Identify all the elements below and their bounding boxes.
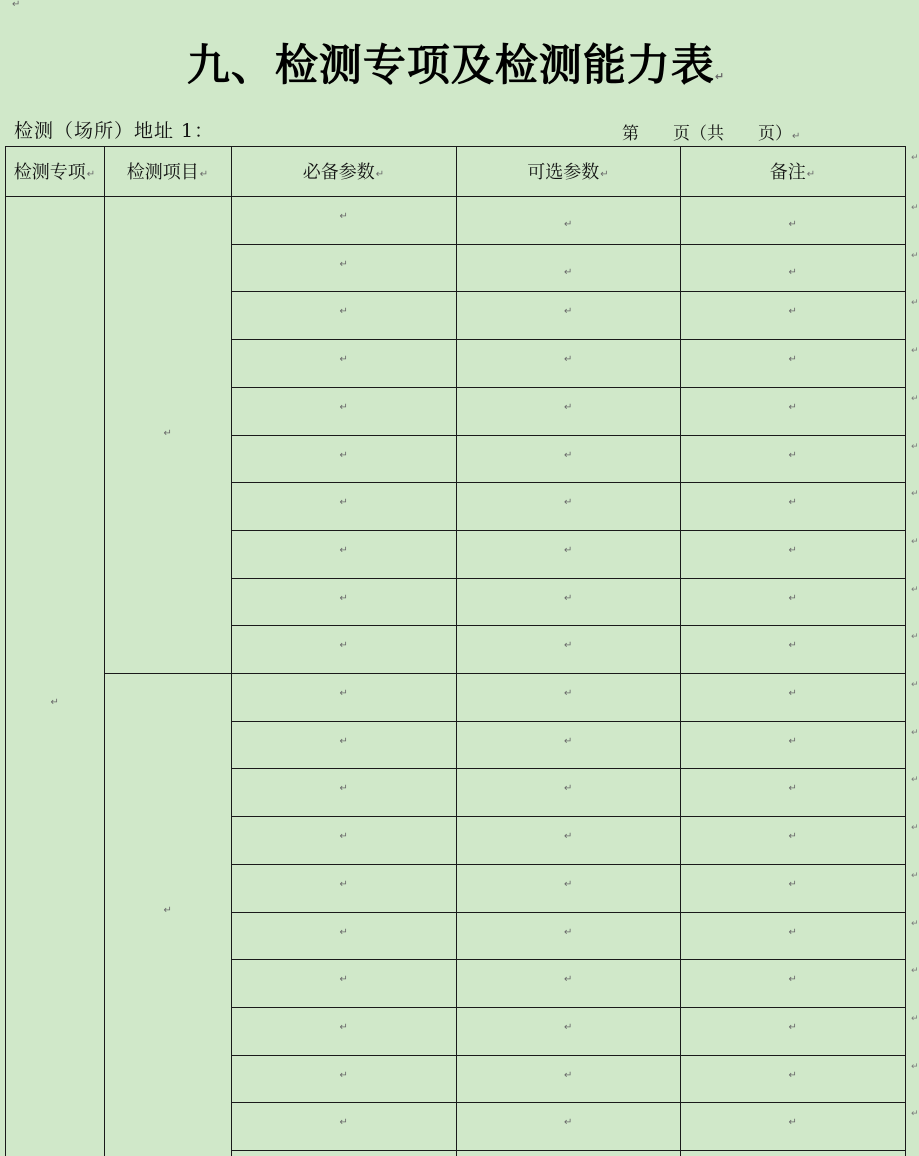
row-end-mark: ↵ [911, 919, 919, 929]
cell-paragraph-mark: ↵ [788, 1117, 797, 1128]
cell-paragraph-mark: ↵ [339, 354, 348, 365]
cell-paragraph-mark: ↵ [788, 402, 797, 413]
cell-paragraph-mark: ↵ [564, 497, 573, 508]
row-border [231, 959, 906, 960]
cell-paragraph-mark: ↵ [50, 697, 59, 708]
row-border [231, 578, 906, 579]
cell-paragraph-mark: ↵ [339, 306, 348, 317]
row-border [231, 816, 906, 817]
row-border [231, 435, 906, 436]
cell-paragraph-mark: ↵ [788, 1022, 797, 1033]
page-indicator [622, 119, 800, 144]
cell-paragraph-mark: ↵ [564, 927, 573, 938]
table-column-border [456, 146, 457, 1156]
cell-paragraph-mark: ↵ [788, 831, 797, 842]
cell-paragraph-mark: ↵ [339, 402, 348, 413]
row-end-mark: ↵ [911, 537, 919, 547]
row-end-mark: ↵ [911, 298, 919, 308]
row-border [231, 625, 906, 626]
row-border [231, 291, 906, 292]
row-border [231, 864, 906, 865]
cell-paragraph-mark: ↵ [564, 1022, 573, 1033]
cell-paragraph-mark: ↵ [788, 450, 797, 461]
table-column-border [104, 146, 105, 1156]
cell-paragraph-mark: ↵ [564, 688, 573, 699]
row-end-mark: ↵ [911, 632, 919, 642]
page-indicator-text: 第 页（共 页） [622, 124, 792, 144]
group-border [104, 673, 906, 674]
address-label: 检测（场所）地址 1： [14, 120, 215, 142]
cell-paragraph-mark: ↵ [564, 831, 573, 842]
row-end-mark: ↵ [911, 871, 919, 881]
table-header-border [5, 196, 906, 197]
capability-table [5, 146, 919, 1156]
cell-paragraph-mark: ↵ [564, 450, 573, 461]
row-border [231, 387, 906, 388]
table-column-border [905, 146, 906, 1156]
row-border [231, 530, 906, 531]
row-border [231, 1150, 906, 1151]
row-end-mark: ↵ [911, 251, 919, 261]
cell-paragraph-mark: ↵ [564, 1117, 573, 1128]
title-text: 九、检测专项及检测能力表 [186, 41, 715, 91]
row-border [231, 912, 906, 913]
cell-paragraph-mark: ↵ [564, 267, 573, 278]
row-border [231, 339, 906, 340]
cell-paragraph-mark: ↵ [788, 306, 797, 317]
cell-paragraph-mark: ↵ [788, 1070, 797, 1081]
column-header-label: 备注 [769, 162, 806, 183]
column-header [104, 146, 231, 196]
row-end-mark: ↵ [911, 346, 919, 356]
row-border [231, 721, 906, 722]
cell-paragraph-mark: ↵ [788, 354, 797, 365]
paragraph-mark: ↵ [600, 169, 609, 180]
cell-paragraph-mark: ↵ [564, 545, 573, 556]
row-border [231, 768, 906, 769]
paragraph-mark: ↵ [375, 169, 385, 180]
document-title [0, 32, 912, 93]
row-border [231, 1007, 906, 1008]
row-end-mark: ↵ [911, 775, 919, 785]
cell-paragraph-mark: ↵ [564, 640, 573, 651]
cell-paragraph-mark: ↵ [788, 219, 797, 230]
row-end-mark: ↵ [911, 680, 919, 690]
paragraph-mark: ↵ [806, 169, 816, 180]
cell-paragraph-mark: ↵ [564, 402, 573, 413]
row-border [231, 1102, 906, 1103]
cell-paragraph-mark: ↵ [564, 879, 573, 890]
cell-paragraph-mark: ↵ [788, 688, 797, 699]
cell-paragraph-mark: ↵ [564, 974, 573, 985]
table-column-border [231, 146, 232, 1156]
cell-paragraph-mark: ↵ [339, 688, 348, 699]
cell-paragraph-mark: ↵ [564, 783, 573, 794]
paragraph-mark: ↵ [86, 169, 96, 180]
cell-paragraph-mark: ↵ [339, 450, 348, 461]
row-end-mark: ↵ [911, 585, 919, 595]
cell-paragraph-mark: ↵ [788, 545, 797, 556]
row-end-mark: ↵ [911, 728, 919, 738]
cell-paragraph-mark: ↵ [788, 640, 797, 651]
column-header [231, 146, 456, 196]
column-header-label: 检测专项 [13, 162, 86, 183]
cell-paragraph-mark: ↵ [564, 736, 573, 747]
row-end-mark: ↵ [911, 442, 919, 452]
cell-paragraph-mark: ↵ [564, 354, 573, 365]
row-end-mark: ↵ [911, 153, 919, 163]
cell-paragraph-mark: ↵ [339, 211, 348, 222]
row-end-mark: ↵ [911, 1062, 919, 1072]
column-header-label: 可选参数 [527, 162, 600, 183]
table-column-border [680, 146, 681, 1156]
column-header-label: 必备参数 [302, 162, 375, 183]
paragraph-mark: ↵ [792, 131, 801, 142]
row-end-mark: ↵ [911, 1109, 919, 1119]
row-end-mark: ↵ [911, 966, 919, 976]
cell-paragraph-mark: ↵ [339, 259, 348, 270]
cell-paragraph-mark: ↵ [788, 736, 797, 747]
row-end-mark: ↵ [911, 489, 919, 499]
cell-paragraph-mark: ↵ [163, 905, 172, 916]
cell-paragraph-mark: ↵ [339, 593, 348, 604]
cell-paragraph-mark: ↵ [339, 1070, 348, 1081]
cell-paragraph-mark: ↵ [339, 1022, 348, 1033]
cell-paragraph-mark: ↵ [339, 497, 348, 508]
row-border [231, 482, 906, 483]
row-end-mark: ↵ [911, 823, 919, 833]
paragraph-mark: ↵ [199, 169, 209, 180]
column-header-label: 检测项目 [126, 162, 199, 183]
table-column-border [5, 146, 6, 1156]
row-end-mark: ↵ [911, 203, 919, 213]
cell-paragraph-mark: ↵ [339, 545, 348, 556]
cell-paragraph-mark: ↵ [788, 927, 797, 938]
cell-paragraph-mark: ↵ [788, 783, 797, 794]
cell-paragraph-mark: ↵ [788, 593, 797, 604]
cell-paragraph-mark: ↵ [163, 428, 172, 439]
cell-paragraph-mark: ↵ [564, 306, 573, 317]
cell-paragraph-mark: ↵ [339, 640, 348, 651]
cell-paragraph-mark: ↵ [339, 879, 348, 890]
row-border [231, 1055, 906, 1056]
row-end-mark: ↵ [911, 1014, 919, 1024]
row-end-mark: ↵ [911, 394, 919, 404]
cell-paragraph-mark: ↵ [788, 879, 797, 890]
cell-paragraph-mark: ↵ [564, 1070, 573, 1081]
cell-paragraph-mark: ↵ [564, 593, 573, 604]
cell-paragraph-mark: ↵ [339, 927, 348, 938]
cell-paragraph-mark: ↵ [339, 1117, 348, 1128]
row-border [231, 244, 906, 245]
cell-paragraph-mark: ↵ [788, 497, 797, 508]
cell-paragraph-mark: ↵ [339, 974, 348, 985]
cell-paragraph-mark: ↵ [339, 831, 348, 842]
column-header [680, 146, 905, 196]
cell-paragraph-mark: ↵ [339, 783, 348, 794]
paragraph-mark: ↵ [714, 70, 726, 83]
paragraph-mark: ↵ [12, 0, 21, 10]
cell-paragraph-mark: ↵ [564, 219, 573, 230]
cell-paragraph-mark: ↵ [788, 974, 797, 985]
cell-paragraph-mark: ↵ [788, 267, 797, 278]
cell-paragraph-mark: ↵ [339, 736, 348, 747]
column-header [5, 146, 104, 196]
column-header [456, 146, 680, 196]
